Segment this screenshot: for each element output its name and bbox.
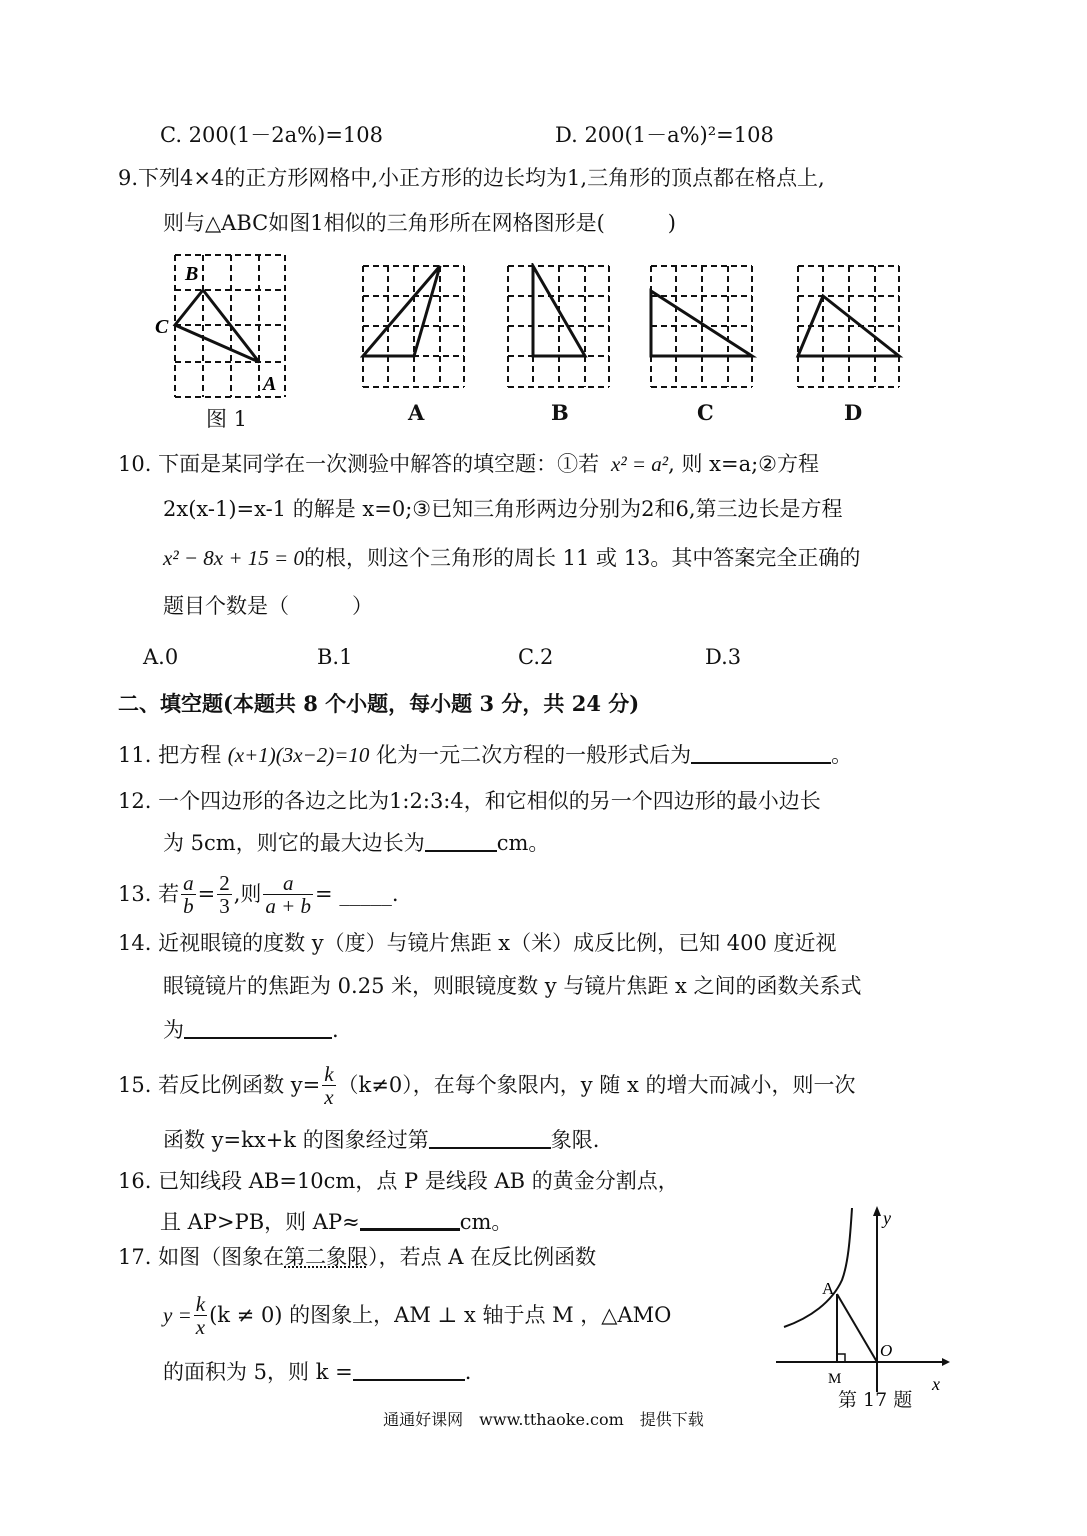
q9-option-d-figure: [795, 263, 905, 393]
q16-answer-blank[interactable]: [360, 1206, 460, 1231]
q17-y-equals: y =: [163, 1303, 192, 1327]
q10-line1-a: 10. 下面是某同学在一次测验中解答的填空题：①若: [118, 452, 600, 476]
q16-line2: [160, 1206, 512, 1237]
q8-option-c: C. 200(1－2a%)=108: [160, 123, 384, 147]
q12-line1: 12. 一个四边形的各边之比为1:2:3:4，和它相似的另一个四边形的最小边长: [118, 789, 821, 813]
vertex-b-label: B: [185, 263, 199, 285]
q10-eq-x2-a2: x² = a²: [605, 452, 669, 476]
q15-answer-blank[interactable]: [429, 1125, 551, 1149]
page-footer: 通通好课网 www.tthaoke.com 提供下载: [383, 1410, 704, 1429]
q17-fig-x-label: x: [932, 1374, 940, 1394]
q17-line3-b: .: [464, 1360, 472, 1384]
q14-line2: 眼镜镜片的焦距为 0.25 米，则眼镜度数 y 与镜片焦距 x 之间的函数关系式: [163, 974, 862, 998]
q13-equals: =: [197, 882, 216, 906]
q12-line2-b: cm。: [496, 831, 550, 855]
q11: [118, 740, 852, 770]
q11-answer-blank[interactable]: [691, 740, 831, 764]
q14-answer-blank[interactable]: [184, 1015, 332, 1039]
q10-line4: 题目个数是（ ）: [163, 594, 373, 618]
q15-fraction-k-x: $\frac{k}{x}$: [324, 1061, 334, 1109]
fig1-caption: 图 1: [206, 407, 248, 431]
q12-answer-blank[interactable]: [425, 828, 497, 852]
q10-equation: x² − 8x + 15 = 0: [163, 546, 304, 570]
q11-rest: 化为一元二次方程的一般形式后为: [376, 743, 692, 767]
q16-line2-a: 且 AP>PB，则 AP≈: [160, 1210, 360, 1234]
section-2-title: 二、填空题(本题共 8 个小题，每小题 3 分，共 24 分): [118, 691, 640, 716]
q14-line3-b: .: [332, 1018, 339, 1042]
q13-fraction-2-3: $\frac{2}{3}$: [219, 870, 230, 918]
q17-line1-b: ），若点 A 在反比例函数: [368, 1245, 597, 1269]
q17-line2: [163, 1287, 671, 1343]
q11-equation: (x+1)(3x−2)=10: [227, 743, 370, 767]
q10-line2: 2x(x-1)=x-1 的解是 x=0;③已知三角形两边分别为2和6,第三边长是方程: [163, 497, 843, 521]
q17-line3: [163, 1357, 471, 1387]
q17-line1-a: 17. 如图（图象在: [118, 1245, 285, 1269]
q13-prefix: 13. 若: [118, 882, 180, 906]
q17-fig-m-label: M: [828, 1371, 842, 1387]
q10-line3-rest: 的根，则这个三角形的周长 11 或 13。其中答案完全正确的: [303, 546, 861, 570]
q11-end: 。: [831, 743, 853, 767]
q9-option-b-label: B: [551, 400, 569, 425]
q17-fig-a-label: A: [822, 1279, 835, 1298]
q17-emphasis: 第二象限: [284, 1245, 369, 1269]
vertex-a-label: A: [263, 373, 277, 395]
q15-line2-b: 象限.: [550, 1128, 600, 1152]
q15-line1: [118, 1058, 855, 1112]
q14-line3: [163, 1015, 339, 1045]
q12-line2: [163, 828, 549, 858]
q17-figure: [770, 1200, 955, 1400]
q16-line1: 16. 已知线段 AB=10cm，点 P 是线段 AB 的黄金分割点，: [118, 1169, 679, 1193]
q17-fig-o-label: O: [880, 1341, 893, 1360]
q17-line1: [118, 1242, 596, 1272]
q9-option-c-figure: [648, 263, 758, 393]
q15-line1-a: 15. 若反比例函数 y=: [118, 1073, 321, 1097]
q10-option-b: B.1: [317, 645, 353, 669]
q14-line3-a: 为: [163, 1018, 184, 1042]
q17-caption: 第 17 题: [838, 1389, 913, 1411]
q15-line2-a: 函数 y=kx+k 的图象经过第: [163, 1128, 429, 1152]
q17-fraction-k-x: $\frac{k}{x}$: [195, 1291, 206, 1339]
q8-option-d: D. 200(1－a%)²=108: [555, 123, 774, 147]
q14-line1: 14. 近视眼镜的度数 y（度）与镜片焦距 x（米）成反比例，已知 400 度近视: [118, 931, 837, 955]
q17-line3-a: 的面积为 5，则 k =: [163, 1360, 353, 1384]
q10-line1: [118, 449, 819, 479]
q10-line3: [163, 543, 860, 573]
q11-prefix: 11. 把方程: [118, 743, 222, 767]
q13-end: = _____.: [315, 882, 399, 906]
q10-line1-b: , 则 x=a;②方程: [668, 452, 819, 476]
q10-option-c: C.2: [518, 645, 554, 669]
q12-line2-a: 为 5cm，则它的最大边长为: [163, 831, 425, 855]
q9-option-a-figure: [360, 263, 470, 393]
q9-option-c-label: C: [697, 400, 714, 425]
q9-line2: 则与△ABC如图1相似的三角形所在网格图形是( ): [163, 211, 676, 235]
q9-line1: 9.下列4×4的正方形网格中,小正方形的边长均为1,三角形的顶点都在格点上,: [118, 166, 825, 190]
q16-line2-b: cm。: [459, 1210, 513, 1234]
q10-option-a: A.0: [143, 645, 179, 669]
q10-option-d: D.3: [705, 645, 742, 669]
q13: [118, 868, 399, 920]
q17-line2-b: (k ≠ 0) 的图象上，AM ⊥ x 轴于点 M ，△AMO: [209, 1303, 672, 1327]
q13-fraction-a-b: $\frac{a}{b}$: [183, 870, 194, 918]
q17-fig-y-label: y: [883, 1208, 891, 1228]
q17-answer-blank[interactable]: [353, 1357, 465, 1381]
q9-option-d-label: D: [844, 400, 863, 425]
q9-option-b-figure: [505, 263, 615, 393]
q9-option-a-label: A: [408, 400, 425, 425]
vertex-c-label: C: [155, 316, 169, 338]
q13-mid: ,则: [233, 882, 262, 906]
q13-fraction-a-apb: $\frac{a}{a + b}$: [265, 870, 312, 918]
q15-line1-b: （k≠0），在每个象限内，y 随 x 的增大而减小，则一次: [337, 1073, 856, 1097]
q15-line2: [163, 1125, 599, 1155]
